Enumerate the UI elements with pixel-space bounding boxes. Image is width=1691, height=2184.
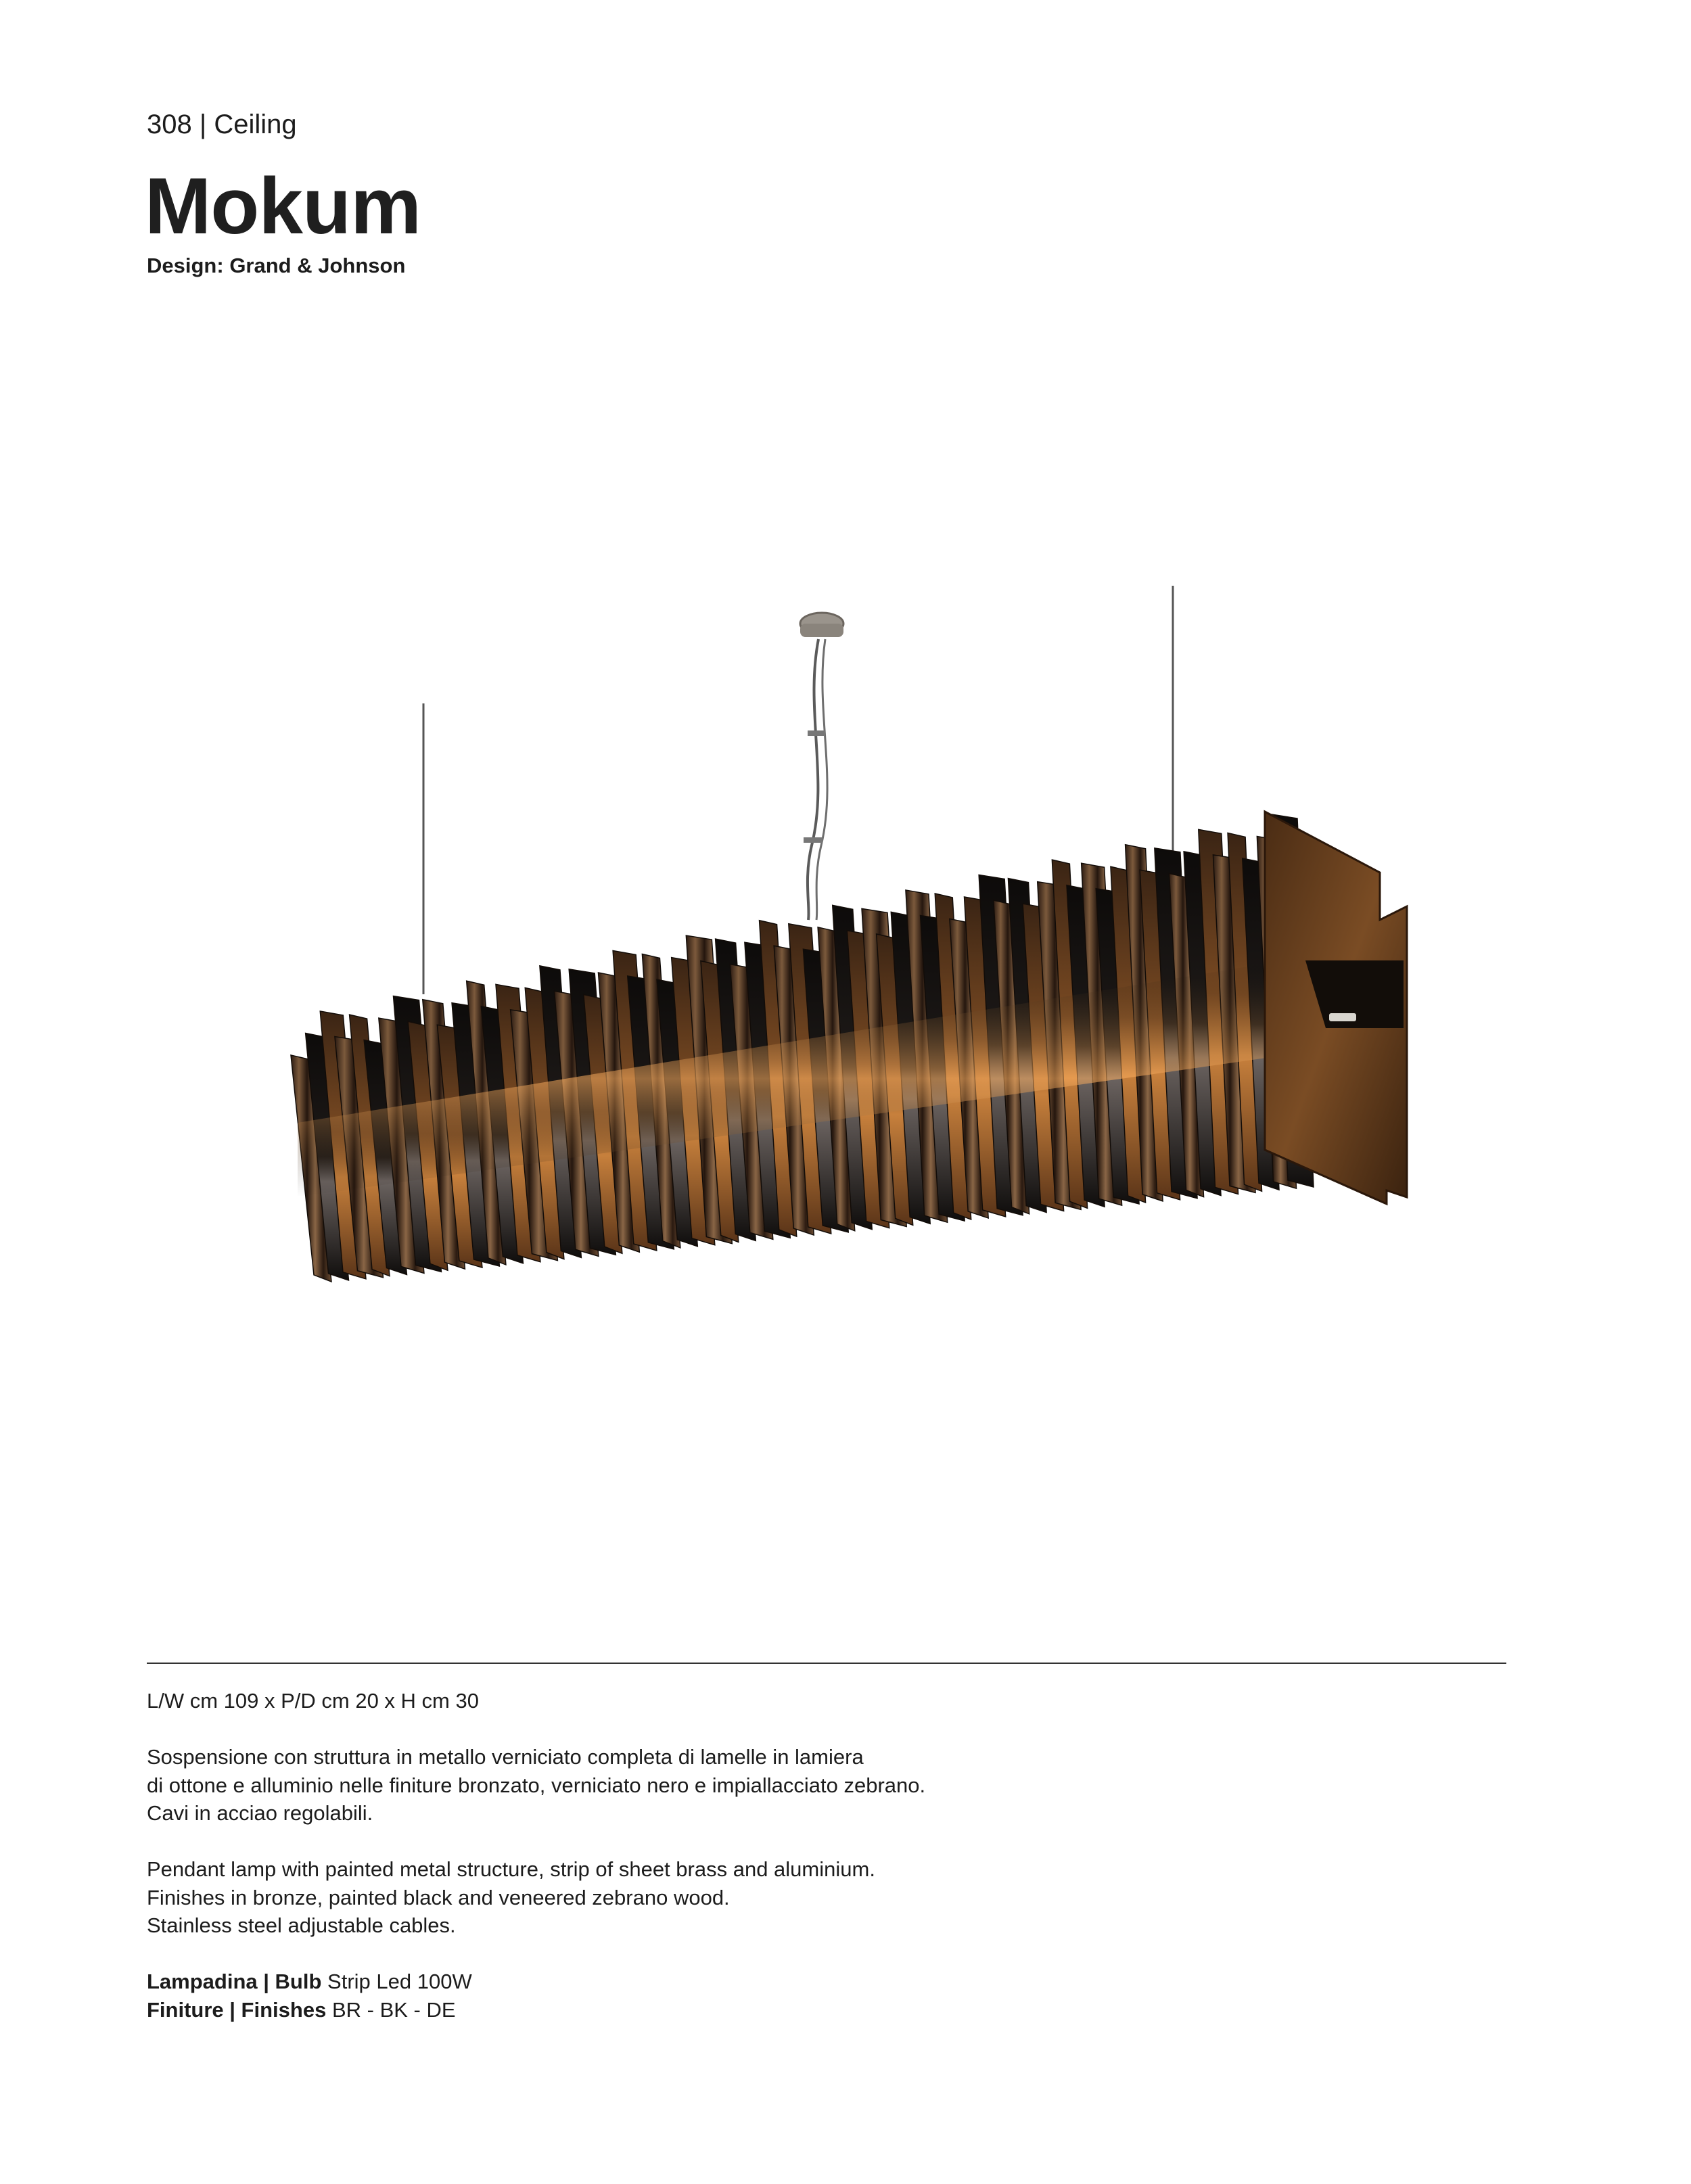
section-name: Ceiling (214, 110, 297, 139)
description-en-line: Finishes in bronze, painted black and veneered zebrano wood. (147, 1885, 730, 1909)
ceiling-canopy-base (800, 624, 843, 637)
spec-block (147, 1687, 1432, 2024)
bulb-spec (147, 1968, 1432, 1996)
description-en-line: Pendant lamp with painted metal structure, strip of sheet brass and aluminium. (147, 1857, 875, 1881)
bulb-value: Strip Led 100W (327, 1970, 472, 1993)
description-it-line: Cavi in acciao regolabili. (147, 1801, 373, 1825)
designer-name: Grand & Johnson (229, 254, 406, 277)
finishes-label: Finiture | Finishes (147, 1997, 327, 2022)
product-title: Mokum (145, 162, 421, 251)
description-en-line: Stainless steel adjustable cables. (147, 1913, 456, 1937)
cord-clip-top (808, 730, 825, 736)
lamp-lamellae (291, 814, 1314, 1282)
header-separator: | (199, 110, 207, 139)
bulb-label: Lampadina | Bulb (147, 1970, 322, 1993)
divider-rule (147, 1663, 1506, 1664)
led-strip-icon (1329, 1013, 1356, 1021)
finishes-spec (147, 1996, 1432, 2024)
design-prefix: Design: (147, 254, 224, 277)
dimensions: L/W cm 109 x P/D cm 20 x H cm 30 (147, 1689, 479, 1713)
cord-clip-bottom (804, 837, 823, 843)
finishes-value: BR - BK - DE (331, 1997, 456, 2022)
description-it-line: di ottone e alluminio nelle finiture bronzato, verniciato nero e impiallacciato zebrano. (147, 1773, 926, 1797)
page-number: 308 (147, 110, 192, 139)
description-it-line: Sospensione con struttura in metallo verniciato completa di lamelle in lamiera (147, 1745, 864, 1769)
